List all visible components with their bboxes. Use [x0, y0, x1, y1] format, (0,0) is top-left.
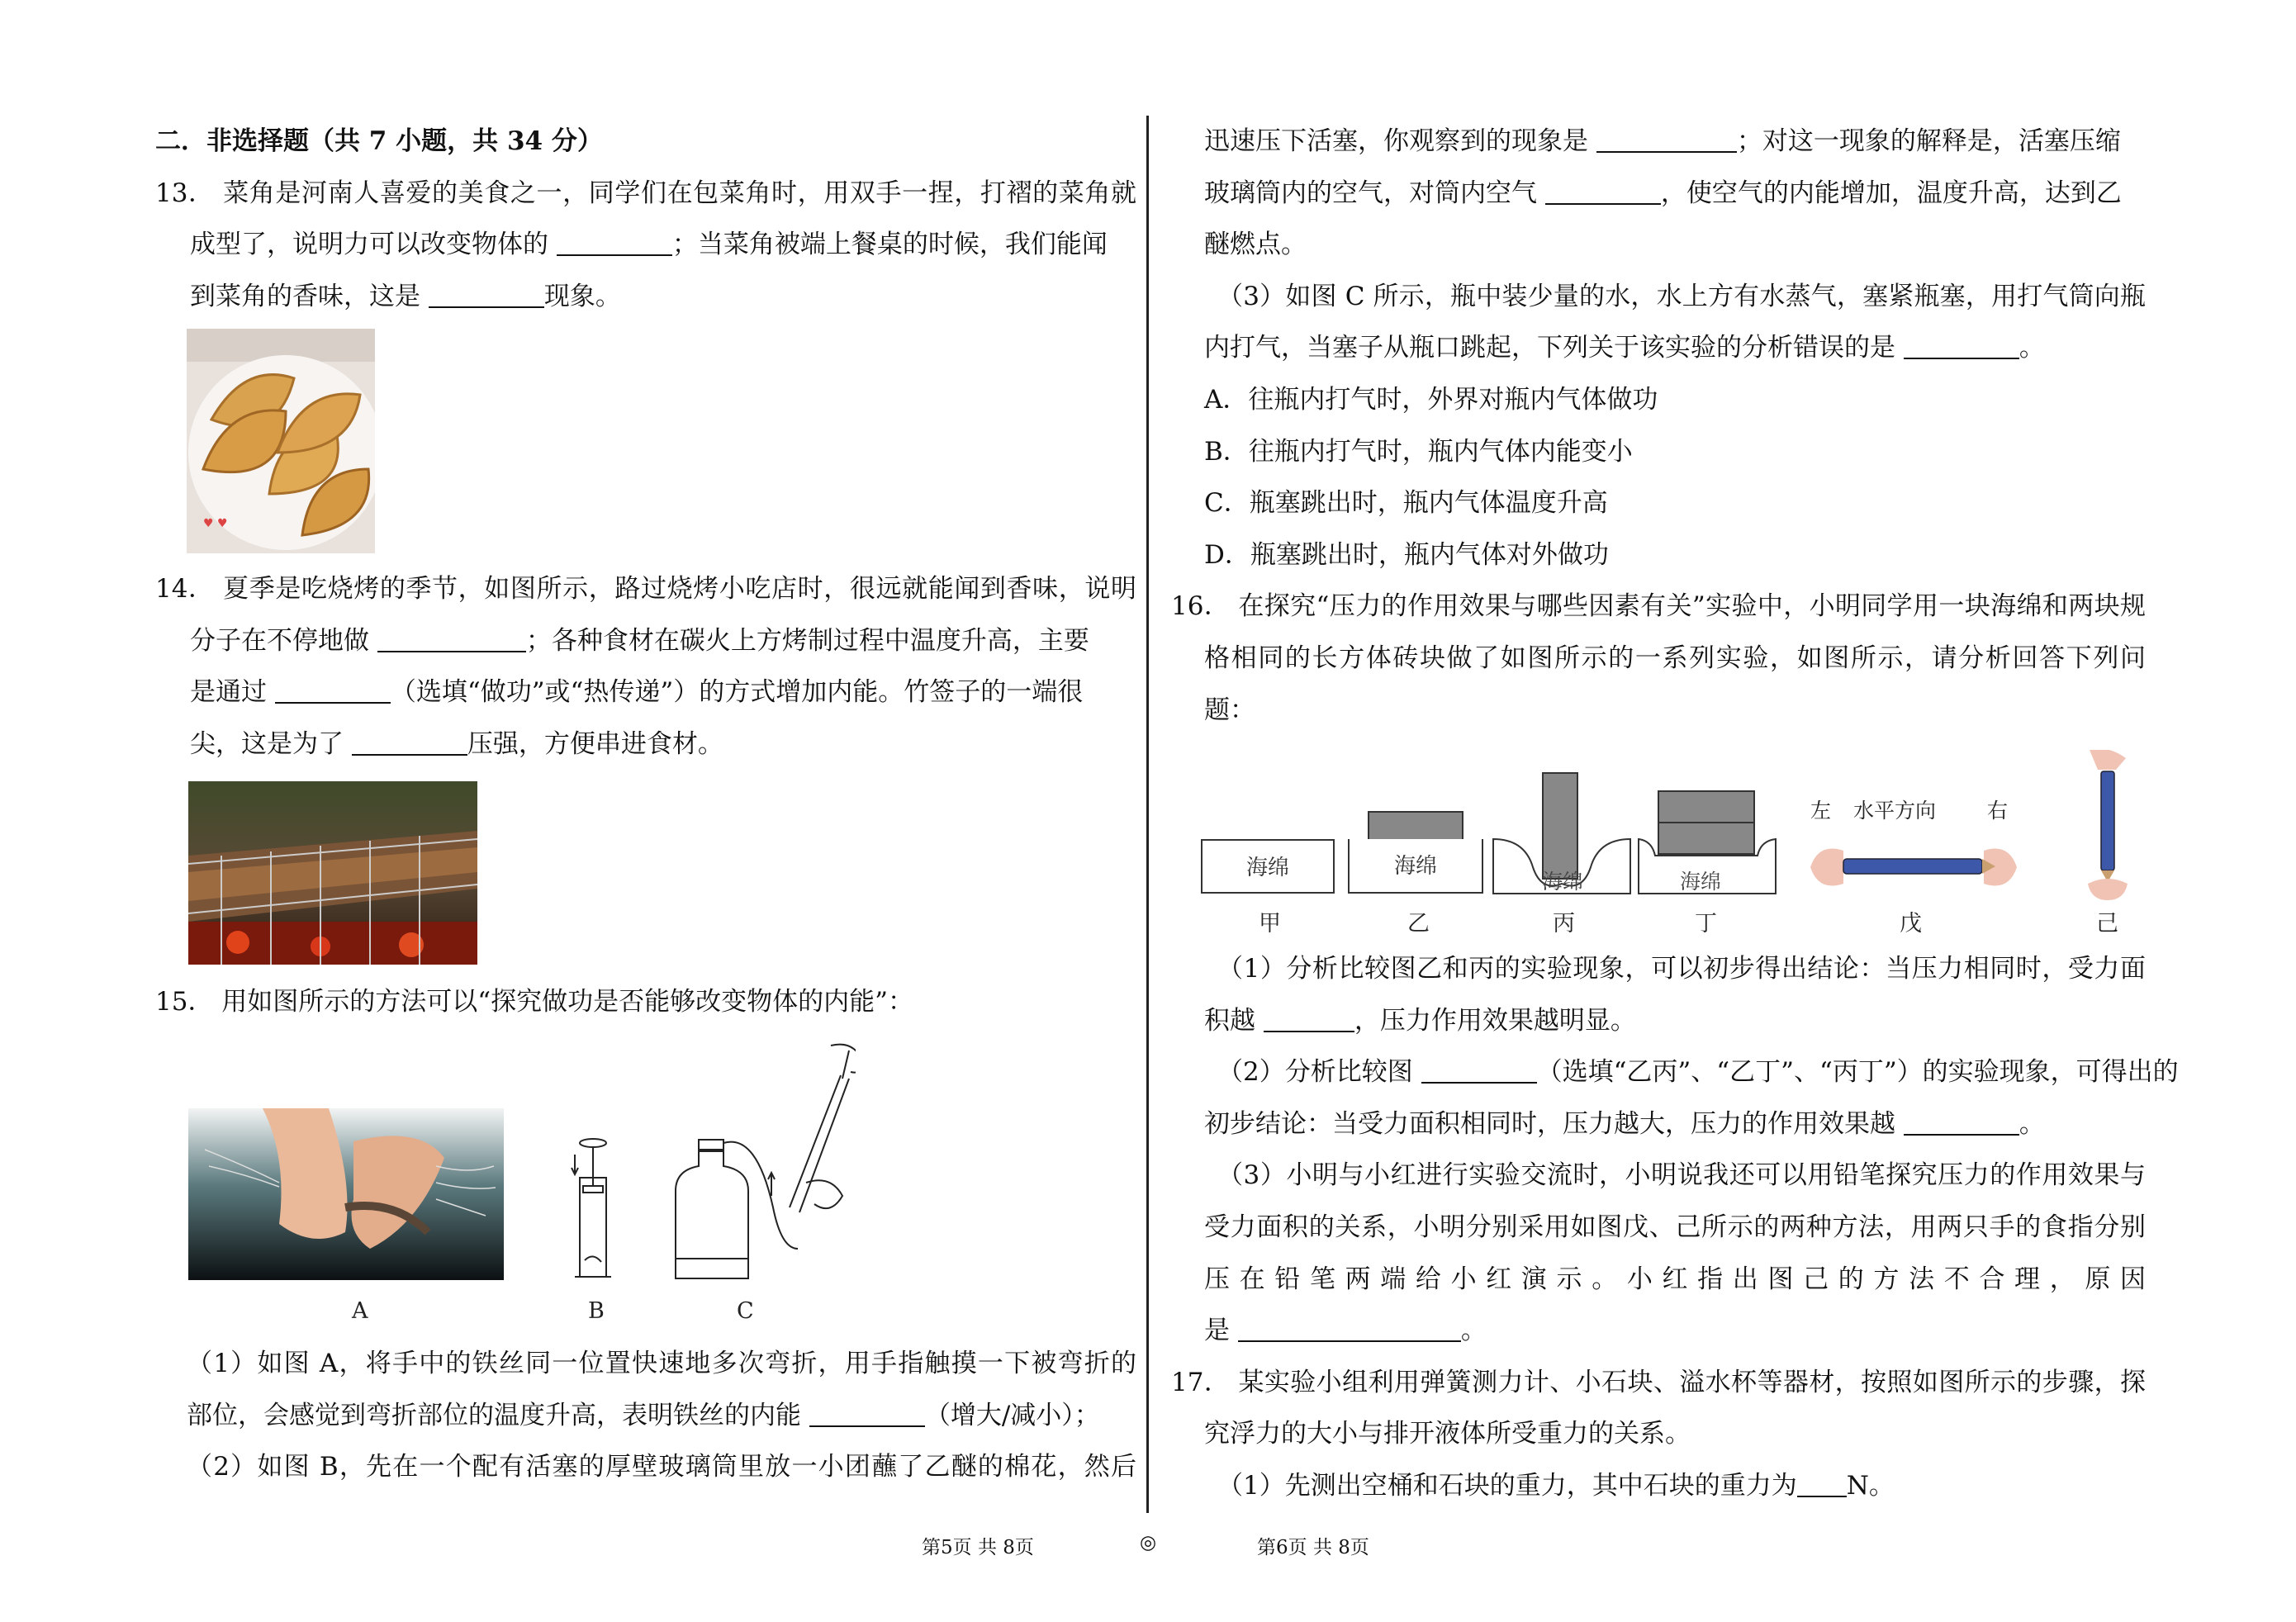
- q16-parts: [1171, 943, 2179, 1512]
- q13-line3: 到菜角的香味，这是 现象。: [190, 281, 621, 311]
- q16-part3-line4: 是 。: [1204, 1316, 1487, 1346]
- answer-blank[interactable]: [352, 729, 467, 756]
- option-c[interactable]: C．瓶塞跳出时，瓶内气体温度升高: [1204, 488, 1608, 519]
- label-horizontal: 水平方向: [1853, 799, 1937, 823]
- q13-line1: 13． 菜角是河南人喜爱的美食之一，同学们在包菜角时，用双手一捏，打褶的菜角就: [155, 178, 1136, 208]
- q14-line1: 14． 夏季是吃烧烤的季节，如图所示，路过烧烤小吃店时，很远就能闻到香味，说明: [155, 574, 1136, 604]
- option-b[interactable]: B．往瓶内打气时，瓶内气体内能变小: [1204, 436, 1633, 467]
- q16-part1-line1: （1）分析比较图乙和丙的实验现象，可以初步得出结论：当压力相同时，受力面: [1217, 954, 2146, 984]
- q15-part1-line2: 部位，会感觉到弯折部位的温度升高，表明铁丝的内能 （增大/减小）；: [187, 1400, 1100, 1430]
- barbecue-photo: [188, 781, 477, 965]
- figure-c-caption: C: [737, 1298, 754, 1324]
- label-yi: 乙: [1407, 911, 1430, 937]
- label-ji: 己: [2096, 911, 2118, 937]
- figure-a-caption: A: [352, 1298, 368, 1324]
- label-ding: 丁: [1695, 911, 1717, 937]
- q15-part1-line1: （1）如图 A，将手中的铁丝同一位置快速地多次弯折，用手指触摸一下被弯折的: [187, 1349, 1136, 1378]
- answer-blank[interactable]: [1238, 1316, 1461, 1342]
- q16-part3-line2: 受力面积的关系，小明分别采用如图戊、己所示的两种方法，用两只手的食指分别: [1204, 1212, 2146, 1242]
- footer-center-mark: ◎: [1140, 1532, 1157, 1553]
- footer-left-page-number: 第5页 共 8页: [922, 1537, 1034, 1558]
- label-right: 右: [1987, 799, 2009, 823]
- label-bing: 丙: [1553, 911, 1575, 937]
- page-divider: [1146, 116, 1149, 1513]
- answer-blank[interactable]: [429, 282, 544, 308]
- q15-cont-line2: 玻璃筒内的空气，对筒内空气 ，使空气的内能增加，温度升高，达到乙: [1204, 178, 2122, 208]
- dumpling-photo: [187, 329, 375, 553]
- pencil-horizontal-hands: [1810, 826, 2017, 900]
- q14-block: [155, 563, 1136, 770]
- q15-cont-line1: 迅速压下活塞，你观察到的现象是 ；对这一现象的解释是，活塞压缩: [1204, 126, 2121, 156]
- q17-line2: 究浮力的大小与排开液体所受重力的关系。: [1204, 1419, 1691, 1449]
- section-title: 二．非选择题（共 7 小题，共 34 分）: [155, 126, 603, 156]
- brick-yi: [1368, 811, 1463, 842]
- q15-part3-line2: 内打气，当塞子从瓶口跳起，下列关于该实验的分析错误的是 。: [1204, 333, 2045, 363]
- figure-c-bottle-pump: [666, 1042, 856, 1285]
- q15-block: [155, 976, 1136, 1028]
- q16-part2-line2: 初步结论：当受力面积相同时，压力越大，压力的作用效果越 。: [1204, 1108, 2045, 1139]
- q17-line1: 17． 某实验小组利用弹簧测力计、小石块、溢水杯等器材，按照如图所示的步骤，探: [1171, 1367, 2146, 1397]
- label-left: 左: [1810, 799, 1832, 823]
- q14-line4: 尖，这是为了 压强，方便串进食材。: [190, 728, 723, 759]
- q15-part2-line1: （2）如图 B，先在一个配有活塞的厚壁玻璃筒里放一小团蘸了乙醚的棉花，然后: [187, 1452, 1136, 1482]
- q16-part2-line1: （2）分析比较图 （选填“乙丙”、“乙丁”、“丙丁”）的实验现象，可得出的: [1217, 1057, 2179, 1088]
- q16-experiment-figure: [1199, 743, 2149, 941]
- q15-cont-line3: 醚燃点。: [1204, 230, 1307, 260]
- q15-line1: 15． 用如图所示的方法可以“探究做功是否能够改变物体的内能”：: [155, 987, 913, 1017]
- q16-part3-line1: （3）小明与小红进行实验交流时，小明说我还可以用铅笔探究压力的作用效果与: [1217, 1160, 2146, 1191]
- pencil-vertical-hands: [2083, 750, 2132, 900]
- q16-line3: 题：: [1204, 695, 1255, 725]
- sponge-bing-label: 海绵: [1542, 870, 1584, 894]
- answer-blank[interactable]: [1904, 333, 2019, 359]
- answer-blank[interactable]: [809, 1401, 925, 1427]
- q17-part1: （1）先测出空桶和石块的重力，其中石块的重力为 N。: [1217, 1470, 1895, 1501]
- sponge-ding-label: 海绵: [1680, 870, 1722, 894]
- answer-blank[interactable]: [1904, 1109, 2019, 1136]
- answer-blank[interactable]: [1797, 1471, 1847, 1497]
- svg-text:♥ ♥: ♥ ♥: [203, 517, 228, 530]
- q15-part3-line1: （3）如图 C 所示，瓶中装少量的水，水上方有水蒸气，塞紧瓶塞，用打气筒向瓶: [1217, 281, 2146, 311]
- option-a[interactable]: A．往瓶内打气时，外界对瓶内气体做功: [1204, 384, 1658, 415]
- answer-blank[interactable]: [1264, 1006, 1354, 1032]
- label-wu: 戊: [1900, 911, 1922, 937]
- label-jia: 甲: [1259, 911, 1281, 937]
- q15-parts: [155, 1338, 1136, 1493]
- q14-line2: 分子在不停地做 ；各种食材在碳火上方烤制过程中温度升高，主要: [190, 625, 1089, 656]
- answer-blank[interactable]: [1421, 1057, 1537, 1084]
- option-d[interactable]: D．瓶塞跳出时，瓶内气体对外做功: [1204, 539, 1609, 570]
- figure-b-piston-cylinder: [568, 1136, 626, 1283]
- q14-line3: 是通过 （选填“做功”或“热传递”）的方式增加内能。竹签子的一端很: [190, 677, 1084, 708]
- sponge-jia: 海绵: [1201, 839, 1335, 894]
- sponge-yi: 海绵: [1348, 839, 1483, 894]
- q16-part3-line3: 压在铅笔两端给小红演示。小红指出图己的方法不合理，原因: [1204, 1264, 2146, 1294]
- right-page: [1171, 116, 2146, 736]
- q16-part1-line2: 积越 ，压力作用效果越明显。: [1204, 1005, 1636, 1036]
- answer-blank[interactable]: [1596, 126, 1737, 153]
- q16-line1: 16． 在探究“压力的作用效果与哪些因素有关”实验中，小明同学用一块海绵和两块规: [1171, 591, 2146, 622]
- answer-blank[interactable]: [557, 230, 672, 256]
- answer-blank[interactable]: [275, 677, 391, 704]
- left-page: [155, 116, 1136, 322]
- figure-b-caption: B: [588, 1298, 605, 1324]
- answer-blank[interactable]: [377, 626, 526, 652]
- figure-a-bending-wire: [188, 1108, 504, 1280]
- answer-blank[interactable]: [1545, 178, 1661, 205]
- footer-right-page-number: 第6页 共 8页: [1257, 1537, 1369, 1558]
- q16-line2: 格相同的长方体砖块做了如图所示的一系列实验，如图所示，请分析回答下列问: [1204, 643, 2146, 673]
- q13-line2: 成型了，说明力可以改变物体的 ；当菜角被端上餐桌的时候，我们能闻: [190, 230, 1108, 260]
